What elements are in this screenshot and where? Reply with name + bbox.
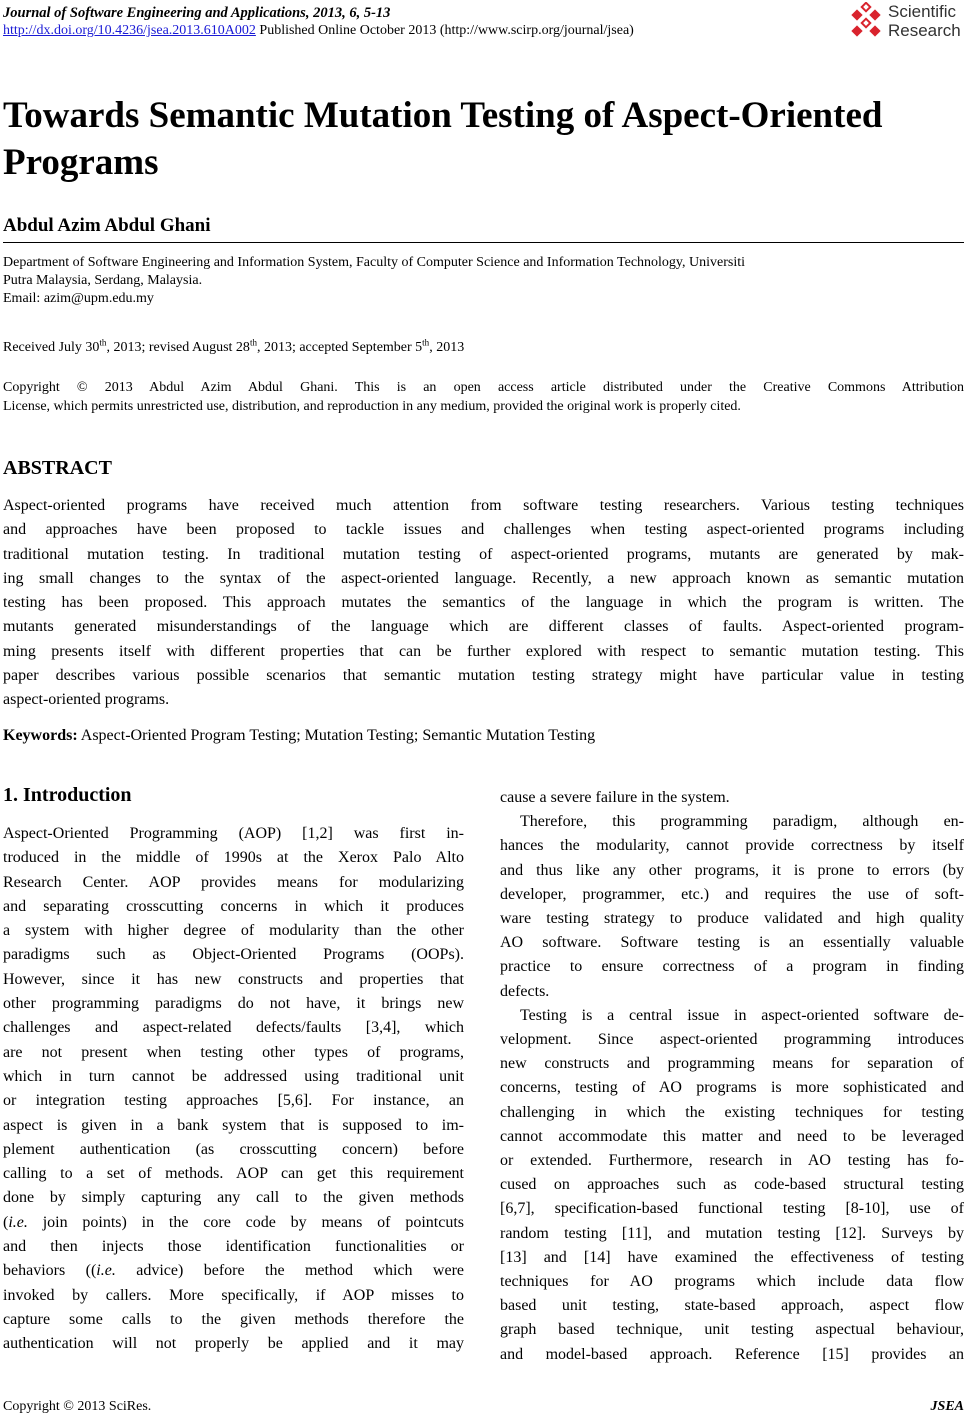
body-line: new constructs and programming means for separation of [500, 1055, 964, 1073]
journal-issue: , 2013, 6, 5-13 [305, 5, 391, 21]
received-dates [3, 339, 464, 357]
body-line: velopment. Since aspect-oriented programming introduces [500, 1031, 964, 1049]
right-column [500, 786, 964, 1367]
title-line-2: Programs [3, 142, 159, 183]
title-line-1: Towards Semantic Mutation Testing of Aspect-Oriented [3, 95, 883, 136]
revised-text: , 2013; revised August 28 [106, 340, 250, 355]
body-line: Testing is a central issue in aspect-oriented software de- [520, 1006, 964, 1024]
year-text: , 2013 [429, 340, 465, 355]
body-line: invoked by callers. More specifically, if AOP misses to [3, 1286, 464, 1304]
body-line: or integration testing approaches [5,6]. For instance, an [3, 1092, 464, 1110]
section-heading-introduction: 1. Introduction [3, 784, 132, 806]
footer-copyright: Copyright © 2013 SciRes. [3, 1399, 152, 1414]
doi-link[interactable]: http://dx.doi.org/10.4236/jsea.2013.610A002 [3, 23, 256, 38]
body-line: ware testing strategy to produce validated and high quality [500, 910, 964, 928]
ordinal-suffix: th [422, 337, 430, 348]
body-line: or extended. Furthermore, research in AO testing has fo- [500, 1152, 964, 1170]
body-line: authentication will not properly be applied and it may [3, 1335, 464, 1353]
body-line: are not present when testing other types of programs, [3, 1043, 464, 1061]
abstract-line: ming presents itself with different properties that can be further explored with respect to semantic mutation testing. This [3, 642, 964, 660]
scientific-research-logo [848, 2, 966, 42]
keywords-list: Aspect-Oriented Program Testing; Mutation Testing; Semantic Mutation Testing [77, 727, 596, 744]
body-line: [13] and [14] have examined the effectiveness of testing [500, 1248, 964, 1266]
abstract-body [3, 494, 964, 713]
body-line: based unit testing, state-based approach, aspect flow [500, 1297, 964, 1315]
body-line: challenging in which the existing techniques for testing [500, 1103, 964, 1121]
journal-header [3, 4, 390, 22]
abstract-heading: ABSTRACT [3, 457, 112, 479]
body-line: AO software. Software testing is an essentially valuable [500, 934, 964, 952]
accepted-text: , 2013; accepted September 5 [256, 340, 423, 355]
body-line: behaviors ((i.e. advice) before the method which were [3, 1262, 464, 1280]
body-line: calling to a set of methods. AOP can get this requirement [3, 1165, 464, 1183]
abstract-line: testing has been proposed. This approach mutates the semantics of the language in which the program is written. The [3, 594, 964, 612]
paper-title [3, 92, 963, 186]
abstract-line: paper describes various possible scenarios that semantic mutation testing strategy might have particular value in testing [3, 667, 964, 685]
italic-ie: i.e. [8, 1213, 28, 1231]
body-line: other programming paradigms do not have, it brings new [3, 995, 464, 1013]
body-line: capture some calls to the given methods therefore the [3, 1310, 464, 1328]
body-line: paradigms such as Object-Oriented Programs (OOPs). [3, 946, 464, 964]
copyright-line: Copyright © 2013 Abdul Azim Abdul Ghani. This is an open access article distributed under the Creative Commons Attribution [3, 380, 964, 395]
abstract-line: traditional mutation testing. In traditional mutation testing of aspect-oriented programs, mutants are generated by mak- [3, 545, 964, 563]
body-line: [6,7], specification-based functional testing [8-10], use of [500, 1200, 964, 1218]
body-line: and then injects those identification functionalities or [3, 1238, 464, 1256]
body-line: (i.e. join points) in the core code by means of pointcuts [3, 1213, 464, 1231]
author-name: Abdul Azim Abdul Ghani [3, 215, 211, 236]
logo-mark-icon [848, 2, 884, 40]
journal-name: Journal of Software Engineering and Applications [3, 5, 306, 21]
body-line: plement authentication (as crosscutting concern) before [3, 1140, 464, 1158]
abstract-line: and approaches have been proposed to tackle issues and challenges when testing aspect-oriented programs including [3, 521, 964, 539]
copyright-notice [3, 378, 964, 416]
publication-line [3, 22, 634, 40]
body-line: defects. [500, 982, 550, 1000]
left-column [3, 822, 464, 1357]
italic-ie: i.e. [96, 1262, 116, 1280]
body-line: cused on approaches such as code-based structural testing [500, 1176, 964, 1194]
body-line: Aspect-Oriented Programming (AOP) [1,2] was first in- [3, 825, 464, 842]
body-line: and thus like any other programs, it is prone to errors (by [500, 861, 964, 879]
published-online-text: Published Online October 2013 (http://www.scirp.org/journal/jsea) [255, 23, 634, 38]
body-line: practice to ensure correctness of a program in finding [500, 958, 964, 976]
body-line: troduced in the middle of 1990s at the Xerox Palo Alto [3, 849, 464, 867]
body-line: concerns, testing of AO programs is more sophisticated and [500, 1079, 964, 1097]
affiliation-line: Department of Software Engineering and Information System, Faculty of Computer Science and Information Technology, Universiti [3, 255, 745, 270]
ordinal-suffix: th [99, 337, 107, 348]
author-email: Email: azim@upm.edu.my [3, 291, 154, 306]
footer-journal-abbr: JSEA [930, 1399, 964, 1414]
body-line: Therefore, this programming paradigm, although en- [520, 813, 964, 831]
abstract-line: ing small changes to the syntax of the aspect-oriented language. Recently, a new approach known as semantic mutation [3, 569, 964, 587]
body-line: developer, programmer, etc.) and requires the use of soft- [500, 885, 964, 903]
abstract-line: Aspect-oriented programs have received much attention from software testing researchers. Various testing techniques [3, 497, 964, 514]
body-line: cause a severe failure in the system. [500, 789, 730, 806]
body-line: hances the modularity, cannot provide correctness by itself [500, 837, 964, 855]
body-line: Research Center. AOP provides means for modularizing [3, 873, 464, 891]
received-text: Received July 30 [3, 340, 100, 355]
logo-word-scientific: Scientific [888, 2, 957, 21]
logo-word-research: Research [888, 21, 961, 40]
abstract-line: aspect-oriented programs. [3, 691, 170, 709]
body-line: done by simply capturing any call to the given methods [3, 1189, 464, 1207]
body-line: and model-based approach. Reference [15] provides an [500, 1345, 964, 1363]
body-line: and separating crosscutting concerns in which it produces [3, 897, 464, 915]
copyright-line: License, which permits unrestricted use, distribution, and reproduction in any medium, provided the original work is properly cited. [3, 399, 741, 414]
body-line: which in turn cannot be addressed using traditional unit [3, 1067, 464, 1085]
keywords [3, 725, 595, 747]
ordinal-suffix: th [249, 337, 257, 348]
body-line: graph based technique, unit testing aspectual behaviour, [500, 1321, 964, 1339]
keywords-label: Keywords: [3, 727, 78, 744]
body-line: random testing [11], and mutation testing [12]. Surveys by [500, 1224, 964, 1242]
body-line: a system with higher degree of modularity than the other [3, 922, 464, 940]
affiliation-block [3, 254, 967, 308]
body-line: challenges and aspect-related defects/faults [3,4], which [3, 1019, 464, 1037]
body-line: cannot accommodate this matter and need to be leveraged [500, 1127, 964, 1145]
abstract-line: mutants generated misunderstandings of the language which are different classes of faults. Aspect-oriented program- [3, 618, 964, 636]
body-line: techniques for AO programs which include data flow [500, 1273, 964, 1291]
body-line: However, since it has new constructs and properties that [3, 970, 464, 988]
affiliation-line: Putra Malaysia, Serdang, Malaysia. [3, 273, 203, 288]
title-divider [3, 242, 964, 243]
body-line: aspect is given in a bank system that is supposed to im- [3, 1116, 464, 1134]
